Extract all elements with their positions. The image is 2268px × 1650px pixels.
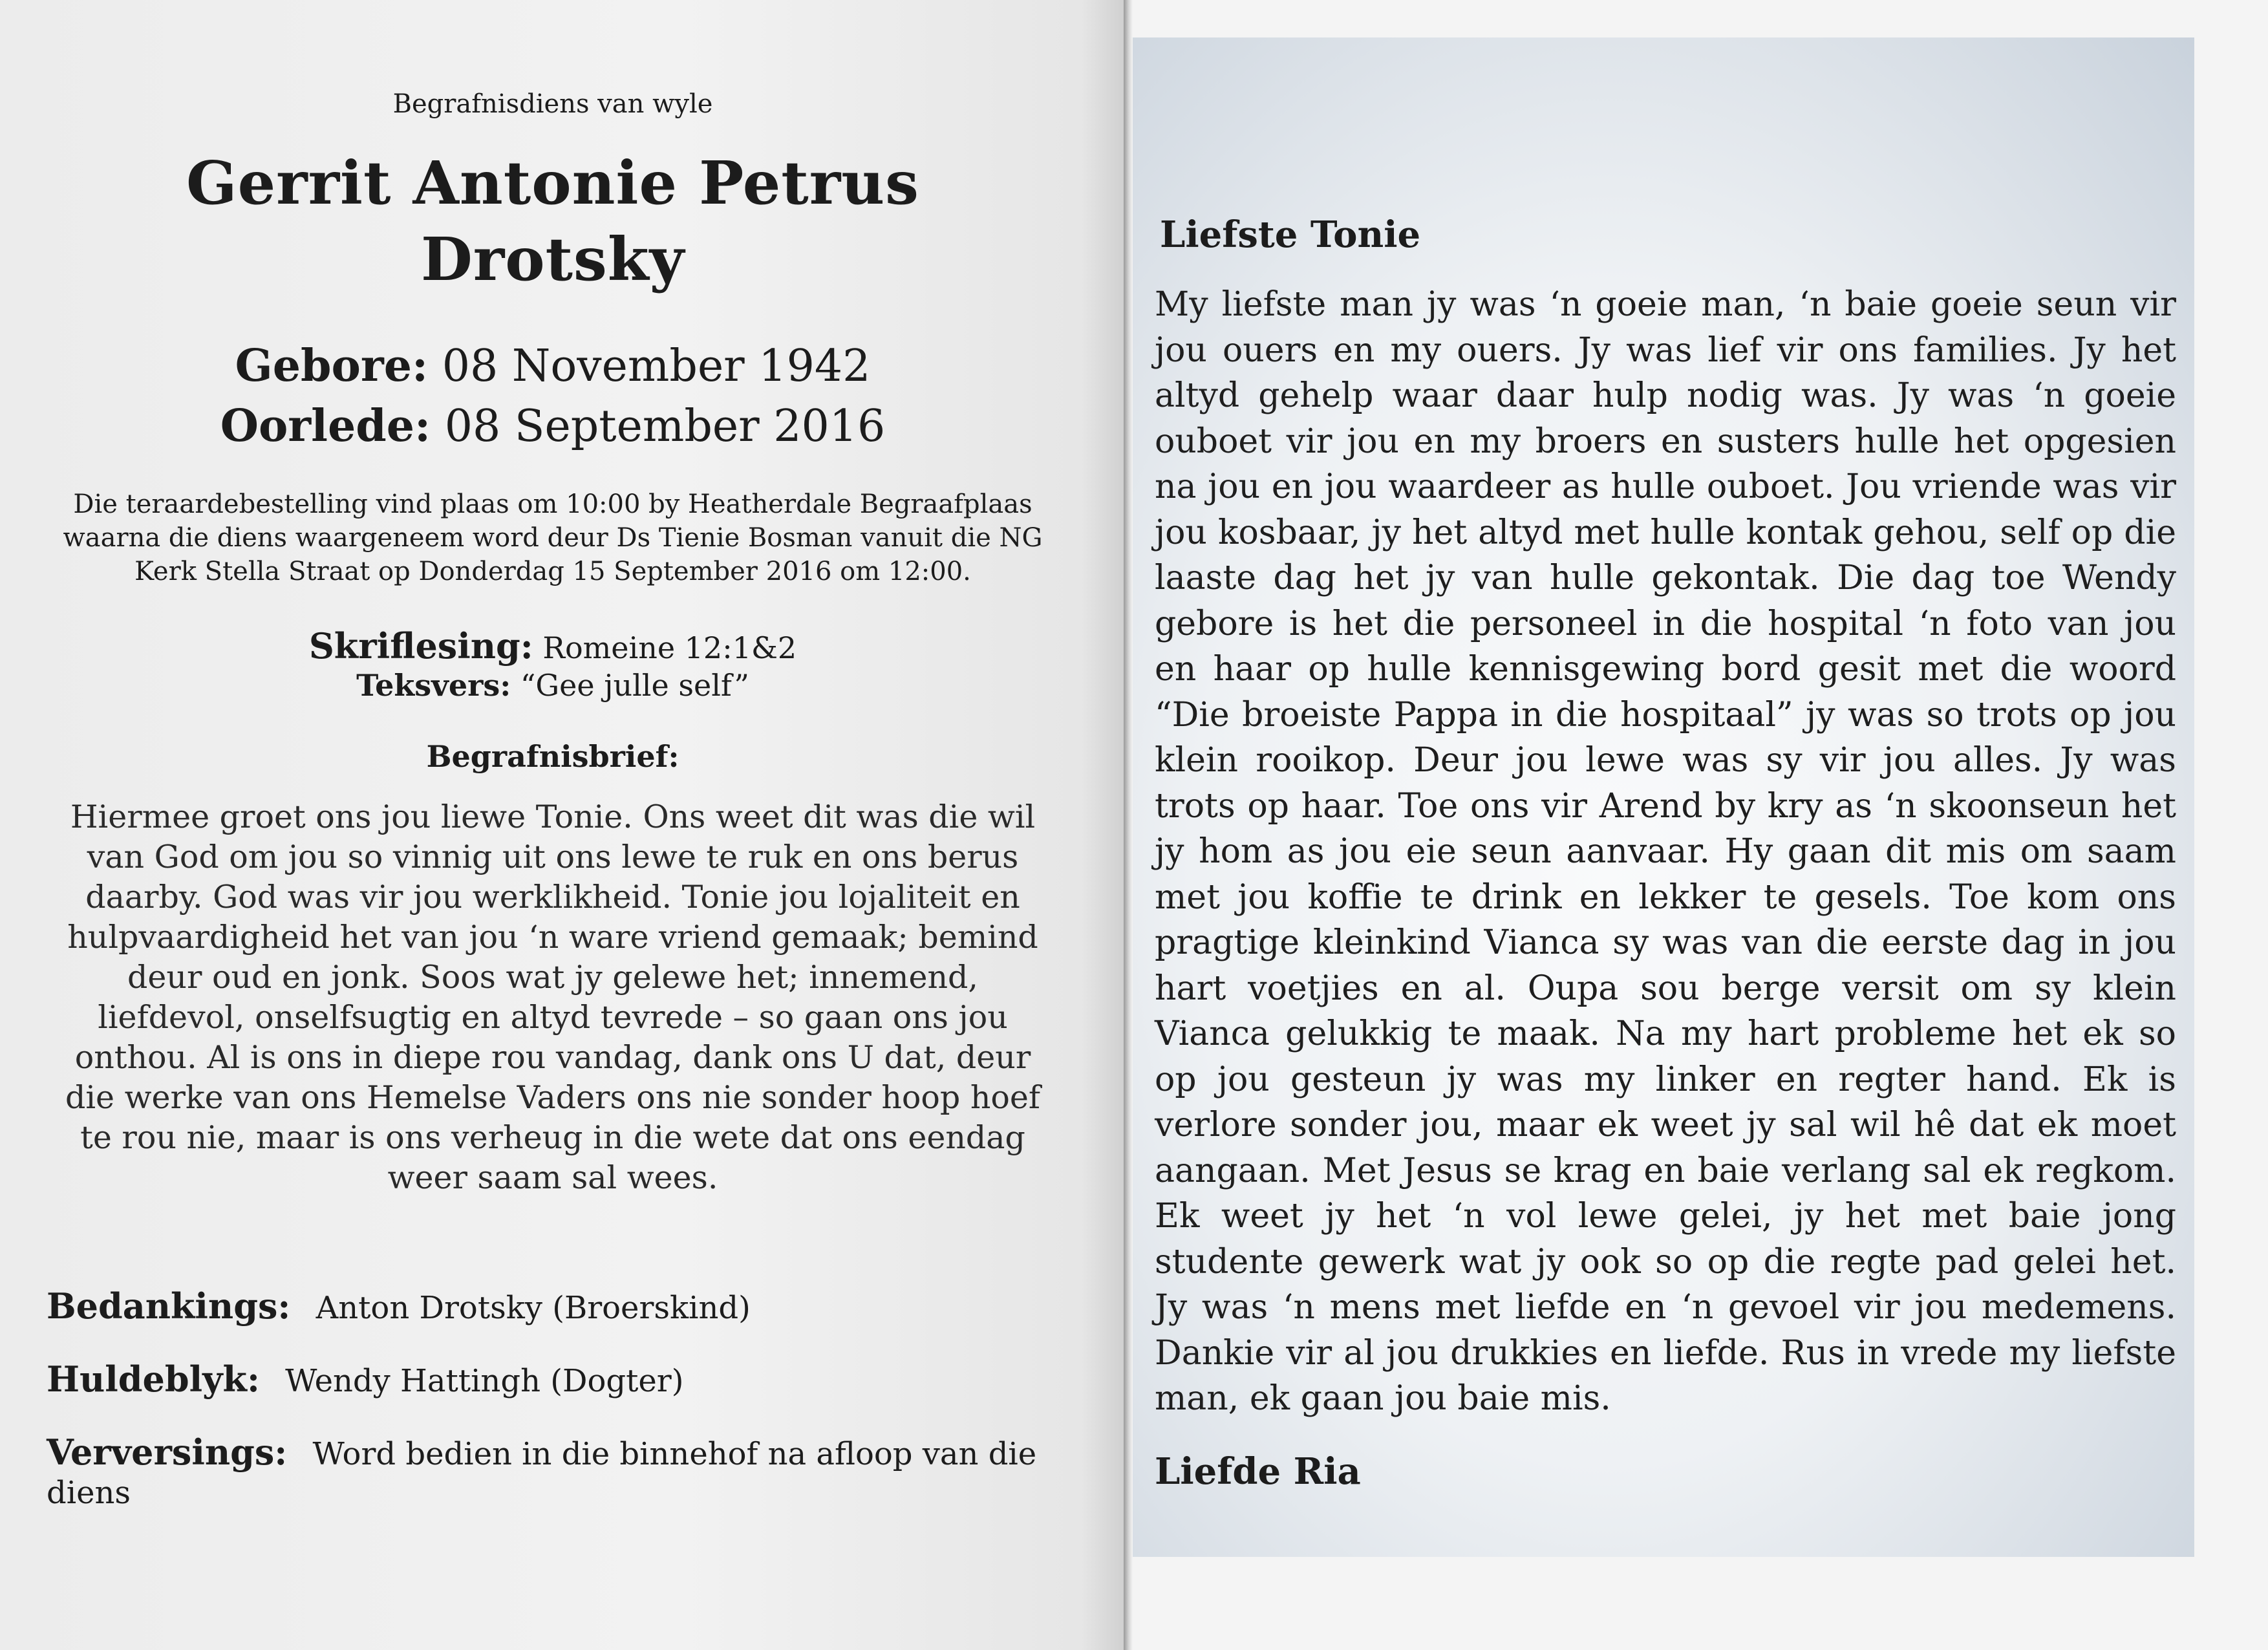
- page-gutter: [1124, 0, 1133, 1650]
- text-verse-value: “Gee julle self”: [520, 668, 749, 703]
- reading-label: Skriflesing:: [308, 625, 533, 667]
- died-value: 08 September 2016: [444, 401, 886, 452]
- intro-text: Begrafnisdiens van wyle: [392, 89, 713, 119]
- reading-value: Romeine 12:1&2: [542, 630, 797, 665]
- deceased-name-line1: Gerrit Antonie Petrus: [186, 148, 919, 218]
- born-value: 08 November 1942: [442, 341, 871, 392]
- letter-signoff: Liefde Ria: [1155, 1450, 1361, 1493]
- credit-value: Word bedien in die binnehof na afloop van die diens: [47, 1436, 1037, 1511]
- credit-value: Wendy Hattingh (Dogter): [285, 1363, 684, 1399]
- life-dates: [45, 336, 1060, 456]
- credit-value: Anton Drotsky (Broerskind): [316, 1290, 751, 1326]
- credit-label: Huldeblyk:: [47, 1358, 260, 1400]
- burial-notice: Die teraardebestelling vind plaas om 10:00 by Heatherdale Begraafplaas waarna die diens waargeneem word deur Ds Tienie Bosman vanuit die NG Kerk Stella Straat op Donderdag 15 September 2016 om 12:00.: [63, 489, 1043, 586]
- text-verse-line: [45, 667, 1060, 704]
- died-line: [45, 396, 1060, 456]
- personal-letter-text: My liefste man jy was ‘n goeie man, ‘n baie goeie seun vir jou ouers en my ouers. Jy was lief vir ons families. Jy het altyd gehelp waar daar hulp nodig was. Jy was ‘n goeie ouboet vir jou en my broers en susters hulle het opgesien na jou en jou waardeer as hulle ouboet. Jou vriende was vir jou kosbaar, jy het altyd met hulle kontak gehou, self op die laaste dag het jy van hulle gekontak. Die dag toe Wendy gebore is het die personeel in die hospital ‘n foto van jou en haar op hulle kennisgewing bord gesit met die woord “Die broeiste Pappa in die hospitaal” jy was so trots op jou klein rooikop. Deur jou lewe was sy vir jou alles. Jy was trots op haar. Toe ons vir Arend by kry as ‘n skoonseun het jy hom as jou eie seun aanvaar. Hy gaan dit mis om saam met jou koffie te drink en lekker te gesels. Toe kom ons pragtige kleinkind Vianca sy was van die eerste dag in jou hart voetjies en al. Oupa sou berge versit om sy klein Vianca gelukkig te maak. Na my hart probleme het ek so op jou gesteun jy was my linker en regter hand. Ek is verlore sonder jou, maar ek weet jy sal wil hê dat ek moet aangaan. Met Jesus se krag en baie verlang sal ek regkom. Ek weet jy het ‘n vol lewe gelei, jy het met baie jong studente gewerk wat jy ook so op die regte pad gelei het. Jy was ‘n mens met liefde en ‘n gevoel vir jou medemens. Dankie vir al jou drukkies en liefde. Rus in vrede my liefste man, ek gaan jou baie mis.: [1155, 285, 2176, 1418]
- scripture-section: [45, 627, 1060, 704]
- died-label: Oorlede:: [220, 400, 431, 452]
- credit-label: Verversings:: [47, 1431, 288, 1473]
- funeral-letter-title: Begrafnisbrief:: [426, 739, 679, 774]
- credit-tribute: [47, 1360, 1081, 1400]
- born-label: Gebore:: [235, 340, 429, 392]
- left-page-content: [45, 78, 1060, 1198]
- program-credits: [47, 1287, 1081, 1545]
- text-verse-label: Teksvers:: [356, 668, 511, 703]
- born-line: [45, 336, 1060, 396]
- credit-refreshments: [47, 1433, 1081, 1512]
- credit-thanks: [47, 1287, 1081, 1327]
- reading-line: [45, 627, 1060, 667]
- funeral-letter-text: Hiermee groet ons jou liewe Tonie. Ons weet dit was die wil van God om jou so vinnig uit ons lewe te ruk en ons berus daarby. God was vir jou werklikheid. Tonie jou lojaliteit en hulpvaardigheid het van jou ‘n ware vriend gemaak; bemind deur oud en jonk. Soos wat jy gelewe het; innemend, liefdevol, onselfsugtig en altyd tevrede – so gaan ons jou onthou. Al is ons in diepe rou vandag, dank ons U dat, deur die werke van ons Hemelse Vaders ons nie sonder hoop hoef te rou nie, maar is ons verheug in die wete dat ons eendag weer saam sal wees.: [65, 798, 1041, 1196]
- right-page-content: [1155, 213, 2176, 1493]
- deceased-name-line2: Drotsky: [420, 224, 685, 294]
- letter-greeting: Liefste Tonie: [1160, 213, 1421, 256]
- credit-label: Bedankings:: [47, 1285, 291, 1327]
